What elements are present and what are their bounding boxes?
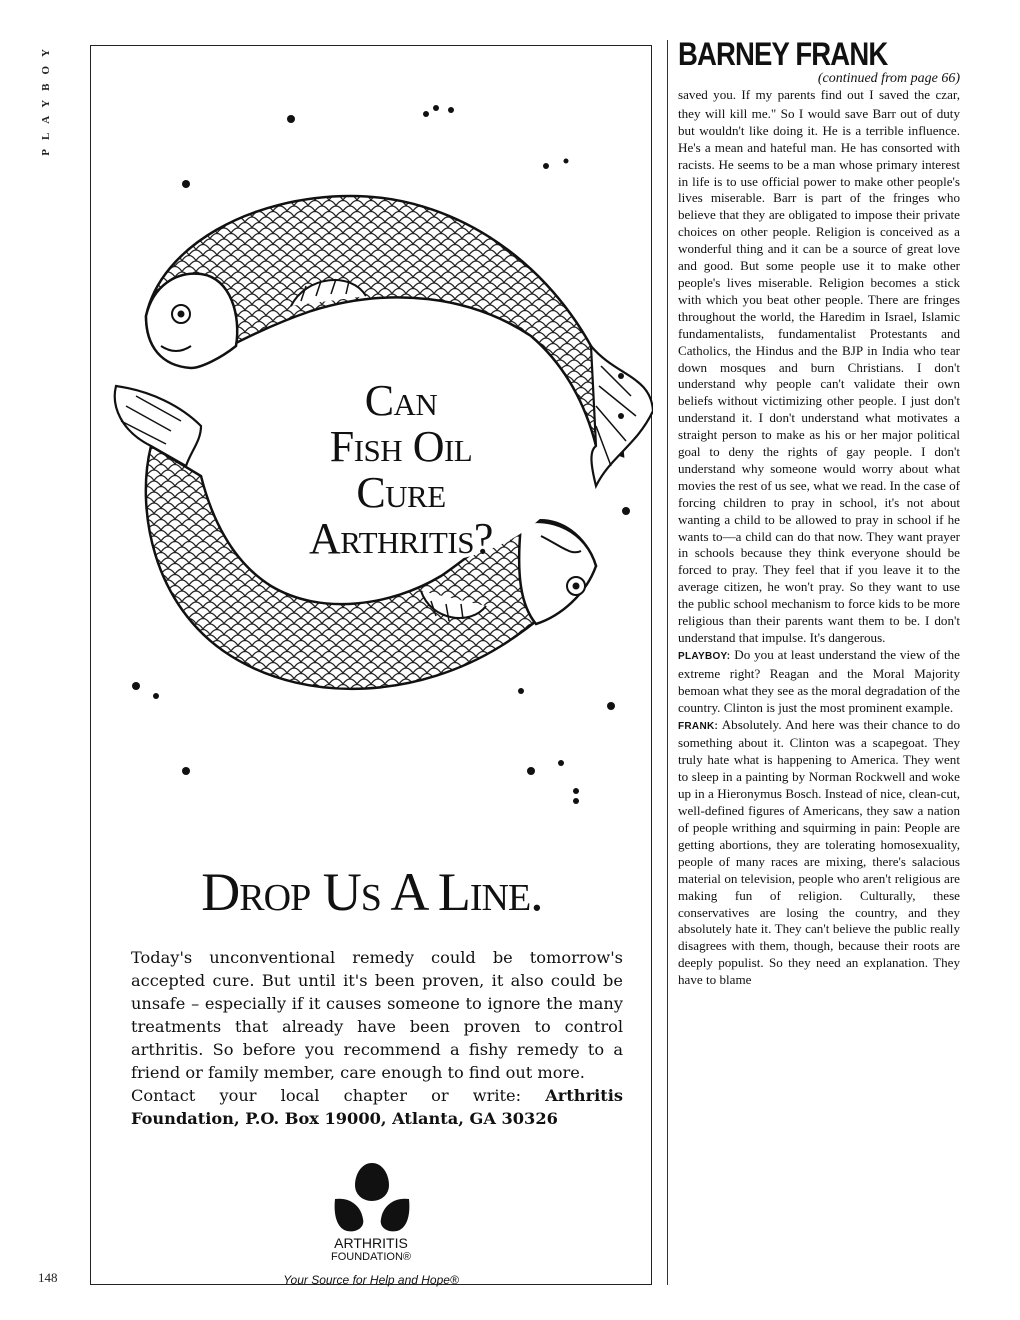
paragraph-text: saved you. If my parents find out I saved the czar, they will kill me." So I would save Barr out of duty but wouldn't like doing it. He is a terrible influence. He's a mean and hateful man. He has consorted with racists. He seems to be a man whose primary interest in life is to use official power to make other people's lives miserable. Barr is part of the fringes who believe that they are obligated to impose their private choices on other people. Religion is conceived as a wonderful thing and it can be a source of great love and good. But some people use it to make other people's lives miserable. Religion becomes a stick with which you beat other people. There are fringes throughout the world, the Haredim in Israel, Islamic fundamentalists, fundamentalist Protestants and Catholics, the Hindus and the BJP in India who tear down mosques and burn Christians. I don't understand why people can't validate their own beliefs without victimizing other people. I just don't understand it. I don't understand what motivates a straight person to make as his or her major political goal to deny the rights of gay people. I don't understand why someone would worry about what movies the rest of us see, what we read. In the case of forcing children to pray in school, it's not about wanting a child to be allowed to pray in school if he wants to—a child can do that now. They want prayer in schools because they think everyone should be forced to pray. They feel that if you leave it to the average citizen, he won't pray. So they want to use the public school mechanism to force kids to be more religious than their parents want them to be. I don't understand that impulse. It's dangerous.: [678, 87, 960, 645]
contact-address: Arthritis Foundation, P.O. Box 19000, Atlanta, GA 30326: [131, 1086, 623, 1128]
headline-line: Arthritis?: [309, 514, 493, 563]
logo-wordmark: [291, 1236, 451, 1264]
speaker-label: PLAYBOY:: [678, 650, 731, 662]
headline-line: Fish Oil: [329, 422, 473, 471]
ad-contact: [131, 1084, 623, 1130]
arthritis-foundation-ad: [90, 45, 652, 1285]
article-paragraph: [678, 717, 960, 990]
logo-name: ARTHRITIS: [334, 1235, 408, 1251]
article-paragraph: [678, 87, 960, 647]
contact-lead: Contact your local chapter or write:: [131, 1086, 546, 1105]
headline-line: Can: [364, 376, 438, 425]
upper-fish-head: [146, 274, 237, 368]
paragraph-text: Absolutely. And here was their chance to do something about it. Clinton was a scapegoat. They truly hate what is happening to America. They went to sleep in a painting by Norman Rockwell and woke up in a Hieronymus Bosch. Instead of nice, clean-cut, well-defined figures of Americans, they saw a nation of people writhing and squirming in pain: People are getting abortions, they are tolerating homosexuality, people of many races are mixing, there's salacious material on television, people who aren't religious are making fun of religion. Culturally, these conservatives are losing the country, and they absolutely hate it. They can't believe the public really disagrees with them, though, because their roots are deeply populist. So they need an explanation. They have to blame: [678, 716, 960, 988]
ad-headline: [251, 378, 551, 562]
article-title: BARNEY FRANK: [678, 36, 888, 72]
logo-slogan: Your Source for Help and Hope®: [283, 1273, 459, 1287]
article-body: [678, 87, 960, 989]
running-head: PLAYBOY: [40, 40, 52, 156]
logo-sub: FOUNDATION®: [330, 1251, 411, 1263]
ad-tagline: Drop Us A Line.: [201, 862, 543, 922]
continued-note: (continued from page 66): [817, 71, 960, 86]
paragraph-text: Do you at least understand the view of the extreme right? Reagan and the Moral Majority bemoan what they see as the moral degradation of the country. Clinton is just the most prominent example.: [678, 646, 960, 715]
headline-line: Cure: [356, 468, 446, 517]
ad-body-paragraph: Today's unconventional remedy could be tomorrow's accepted cure. But until it's been proven, it also could be unsafe – especially if it causes someone to ignore the many treatments that already have been proven to control arthritis. So before you recommend a fishy remedy to a friend or family member, care enough to find out more.: [131, 948, 623, 1082]
speaker-label: FRANK:: [678, 720, 719, 732]
arthritis-foundation-logo-icon: [331, 1161, 413, 1233]
article-paragraph: [678, 647, 960, 717]
ad-body-copy: [131, 946, 623, 1130]
column-rule: [667, 40, 668, 1285]
page-number: 148: [38, 1270, 58, 1285]
article-column: [678, 36, 960, 989]
